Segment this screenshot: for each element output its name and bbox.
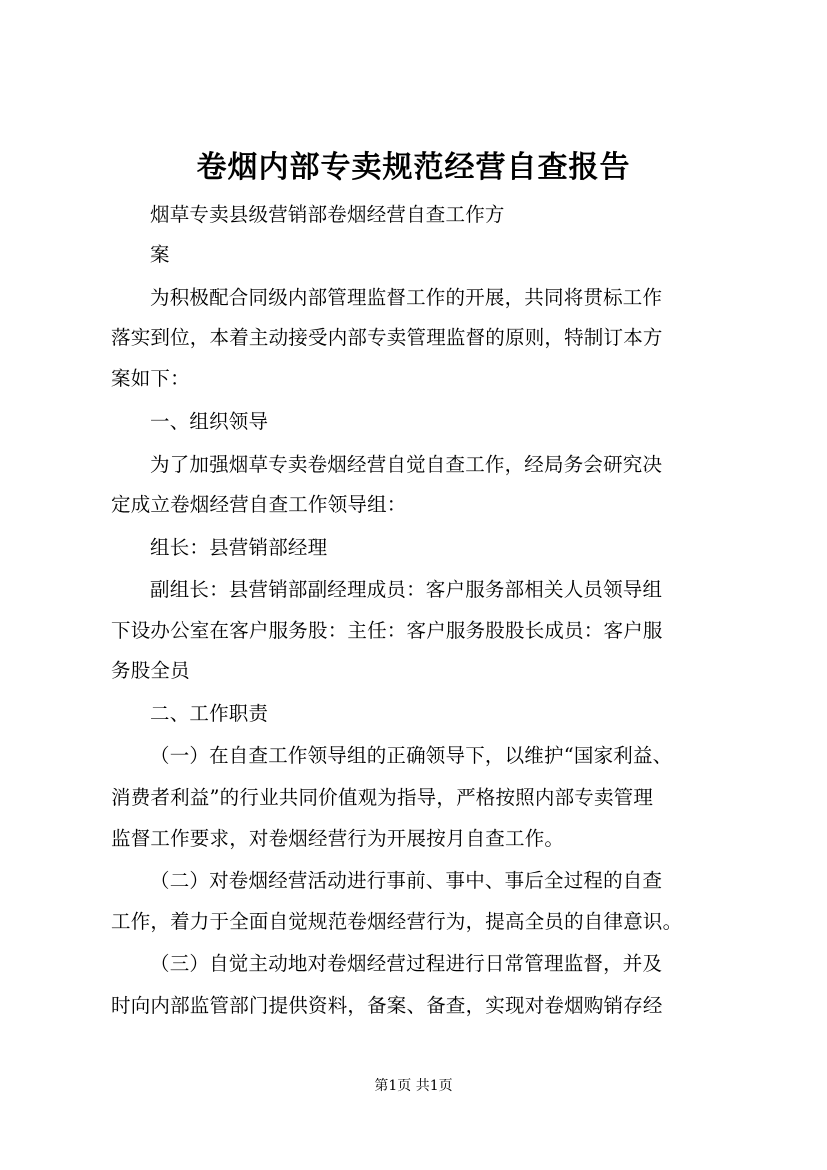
body-line: 落实到位，本着主动接受内部专卖管理监督的原则，特制订本方 (111, 326, 663, 349)
body-line: 案如下： (111, 367, 190, 390)
body-line: 定成立卷烟经营自查工作领导组： (111, 493, 407, 516)
body-line: 案 (150, 243, 170, 266)
body-line: 组长：县营销部经理 (150, 536, 328, 559)
body-line: 务股全员 (111, 659, 190, 682)
body-line: （二）对卷烟经营活动进行事前、事中、事后全过程的自查 (150, 869, 663, 892)
body-line: 监督工作要求，对卷烟经营行为开展按月自查工作。 (111, 827, 565, 850)
section-heading: 二、工作职责 (150, 702, 269, 725)
body-line: 消费者利益”的行业共同价值观为指导，严格按照内部专卖管理 (111, 786, 654, 809)
body-line: 时向内部监管部门提供资料，备案、备查，实现对卷烟购销存经 (111, 994, 663, 1017)
body-line: 下设办公室在客户服务股：主任：客户服务股股长成员：客户服 (111, 619, 663, 642)
body-line: 为积极配合同级内部管理监督工作的开展，共同将贯标工作 (150, 286, 663, 309)
body-line: 为了加强烟草专卖卷烟经营自觉自查工作，经局务会研究决 (150, 453, 663, 476)
body-line: 工作，着力于全面自觉规范卷烟经营行为，提高全员的自律意识。 (111, 910, 683, 933)
body-line: 烟草专卖县级营销部卷烟经营自查工作方 (150, 203, 505, 226)
section-heading: 一、组织领导 (150, 410, 269, 433)
page-footer: 第1页 共1页 (374, 1078, 453, 1094)
body-line: （三）自觉主动地对卷烟经营过程进行日常管理监督，并及 (150, 952, 663, 975)
document-title: 卷烟内部专卖规范经营自查报告 (196, 150, 631, 185)
body-line: （一）在自查工作领导组的正确领导下，以维护“国家利益、 (150, 744, 673, 767)
body-line: 副组长：县营销部副经理成员：客户服务部相关人员领导组 (150, 578, 663, 601)
